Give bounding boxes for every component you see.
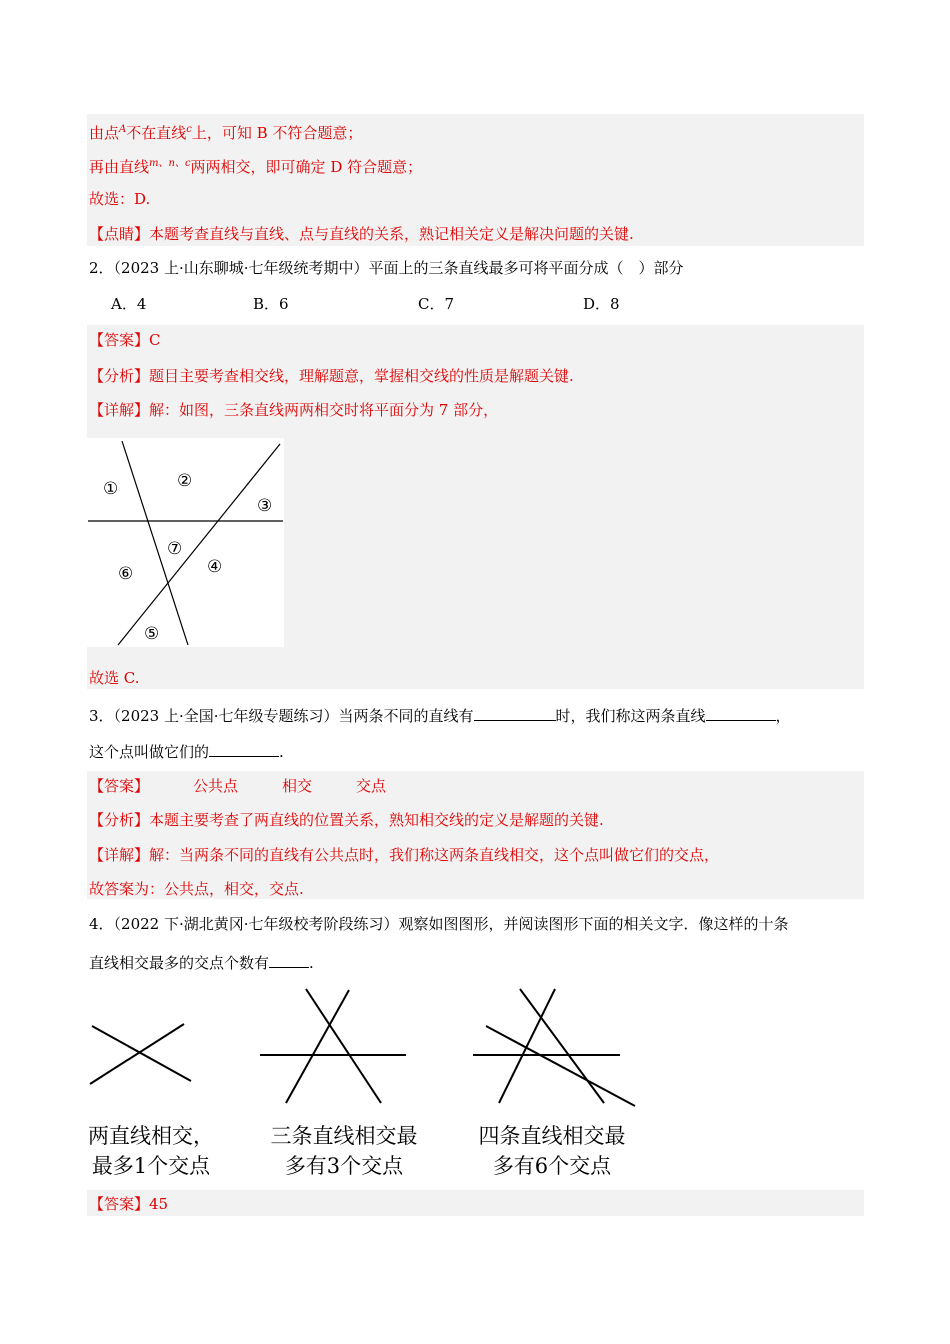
region-label-1: ① <box>103 479 119 499</box>
caption-two-lines: 两直线相交， 最多1个交点 <box>88 1124 214 1178</box>
q2-answer: 【答案】C <box>89 331 161 349</box>
q3-blank-2[interactable] <box>706 704 776 721</box>
q1-tip: 【点睛】本题考查直线与直线、点与直线的关系，熟记相关定义是解决问题的关键. <box>89 225 634 243</box>
q4-answer: 【答案】45 <box>89 1195 169 1213</box>
three-lines-figure <box>87 438 284 647</box>
q1-line-2: 再由直线$^{m、n、c}$两两相交，即可确定 D 符合题意； <box>89 158 423 176</box>
q3-blank-1[interactable] <box>474 704 556 721</box>
q2-analysis: 【分析】题目主要考查相交线，理解题意，掌握相交线的性质是解题关键. <box>89 367 574 385</box>
q3-detail: 【详解】解：当两条不同的直线有公共点时，我们称这两条直线相交，这个点叫做它们的交点， <box>89 846 720 864</box>
q2-detail: 【详解】解：如图，三条直线两两相交时将平面分为 7 部分， <box>89 401 499 419</box>
q3-final: 故答案为：公共点，相交，交点. <box>89 880 304 898</box>
two-lines-figure <box>87 1020 197 1090</box>
three-lines-intersect-figure <box>255 985 410 1107</box>
q2-option-c: C．7 <box>418 295 455 313</box>
q1-line-3: 故选：D. <box>89 190 151 208</box>
q4-stem-line-1: 4．（2022 下·湖北黄冈·七年级校考阶段练习）观察如图图形，并阅读图形下面的相关文字．像这样的十条 <box>89 915 789 933</box>
q3-stem-line-2: 这个点叫做它们的 . <box>89 740 284 762</box>
q2-option-d: D．8 <box>583 295 620 313</box>
q2-stem: 2．（2023 上·山东聊城·七年级统考期中）平面上的三条直线最多可将平面分成（ ）部分 <box>89 259 684 277</box>
q3-answer: 【答案】 公共点 相交 交点 <box>89 777 387 795</box>
q2-option-a: A．4 <box>111 295 147 313</box>
region-label-3: ③ <box>257 496 273 516</box>
region-label-5: ⑤ <box>144 624 160 644</box>
caption-four-lines: 四条直线相交最 多有6个交点 <box>478 1124 626 1178</box>
q2-conclusion: 故选 C. <box>89 669 140 687</box>
q4-stem-line-2: 直线相交最多的交点个数有 . <box>89 951 314 973</box>
region-label-7: ⑦ <box>167 539 183 559</box>
region-label-4: ④ <box>207 557 223 577</box>
four-lines-intersect-figure <box>470 985 640 1110</box>
q3-stem-line-1: 3．（2023 上·全国·七年级专题练习）当两条不同的直线有 时，我们称这两条直线 ， <box>89 704 791 726</box>
caption-three-lines: 三条直线相交最 多有3个交点 <box>270 1124 418 1178</box>
q1-line-1: 由点$^A$不在直线$^c$上，可知 B 不符合题意； <box>89 124 363 142</box>
q3-blank-3[interactable] <box>209 740 279 757</box>
q3-analysis: 【分析】本题主要考查了两直线的位置关系，熟知相交线的定义是解题的关键. <box>89 811 604 829</box>
region-label-2: ② <box>177 471 193 491</box>
q4-blank[interactable] <box>269 951 309 968</box>
q4-answer-block <box>87 1190 864 1216</box>
q2-option-b: B．6 <box>253 295 289 313</box>
region-label-6: ⑥ <box>118 564 134 584</box>
